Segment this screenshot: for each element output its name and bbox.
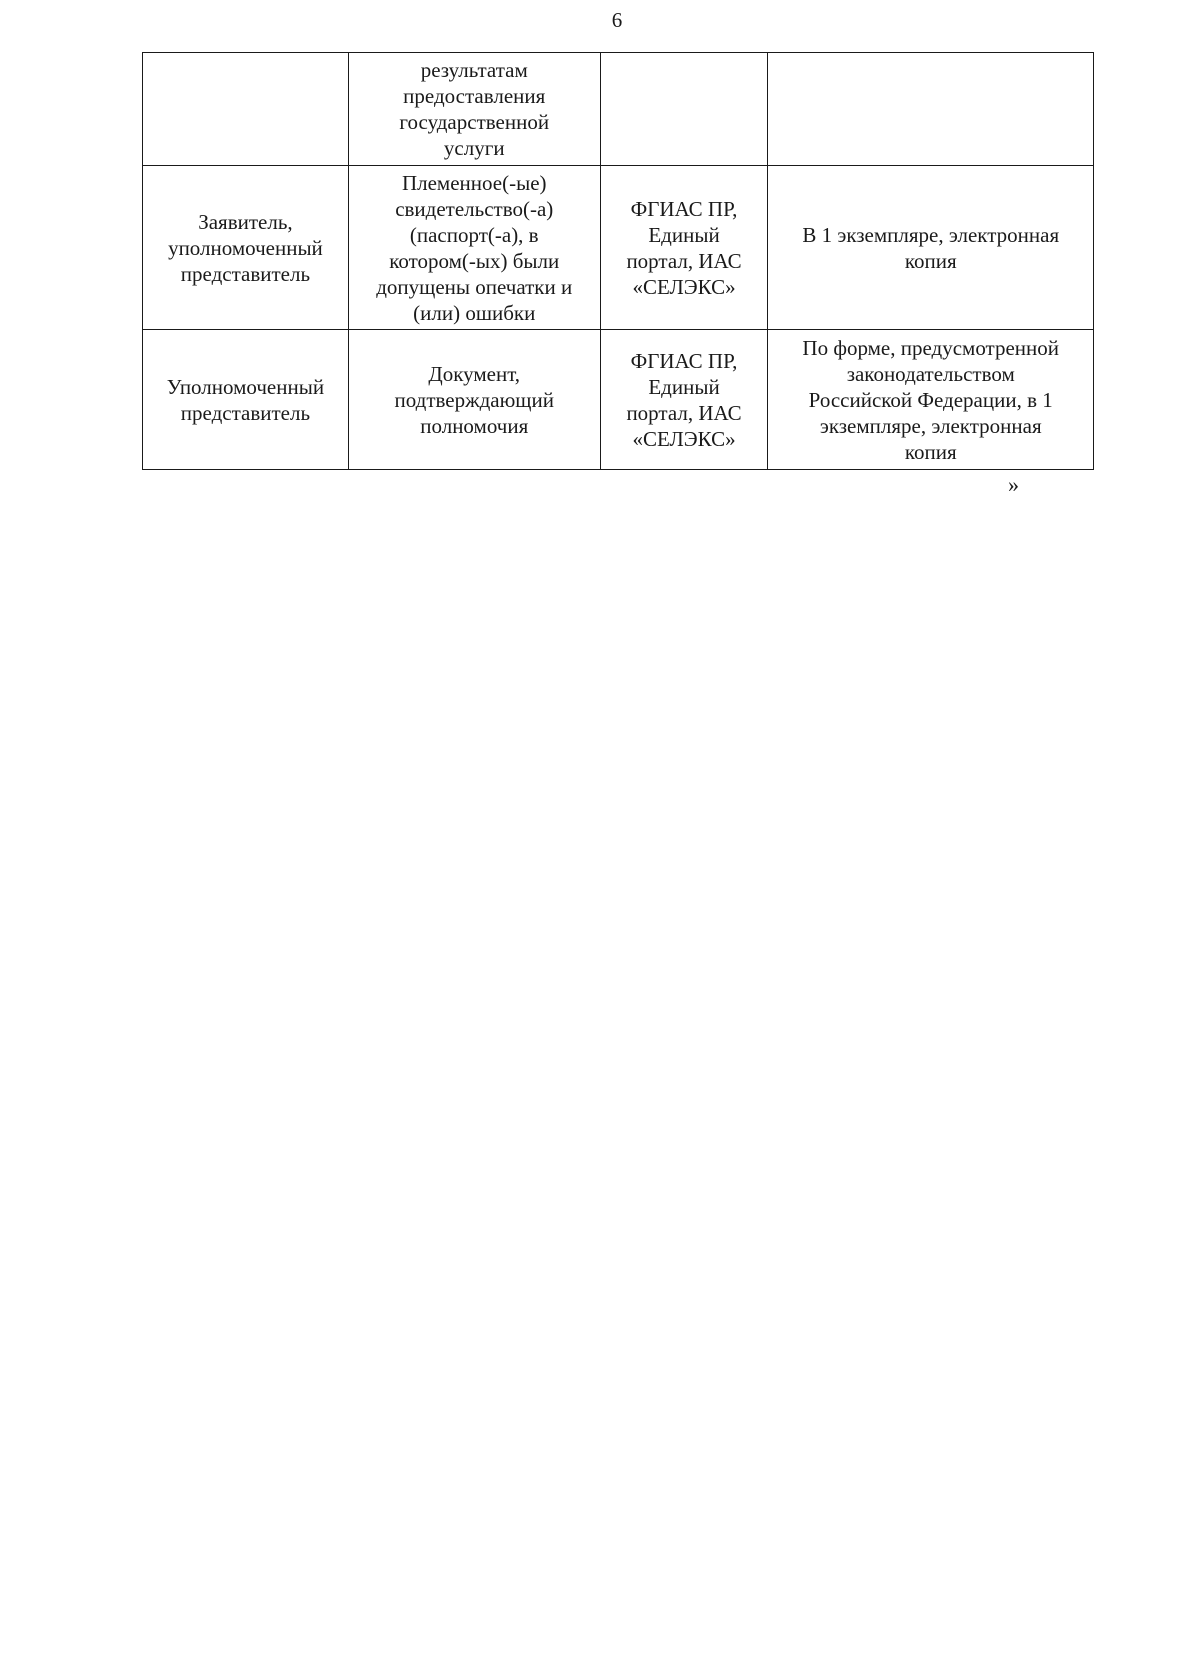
page-number: 6 — [611, 8, 623, 32]
table-row — [143, 166, 1094, 330]
table-cell-form: В 1 экземпляре, электронная копия — [768, 166, 1094, 330]
table-cell-applicant: Уполномоченный представитель — [143, 330, 349, 470]
table-row — [143, 53, 1094, 166]
closing-quote: » — [1008, 472, 1019, 497]
table-cell-applicant: Заявитель, уполномоченный представитель — [143, 166, 349, 330]
table-cell-form: По форме, предусмотренной законодательством Российской Федерации, в 1 экземпляре, электронная копия — [768, 330, 1094, 470]
documents-table — [142, 52, 1094, 470]
table-cell-document: Племенное(-ые) свидетельство(-а) (паспорт(-а), в котором(-ых) были допущены опечатки и (или) ошибки — [348, 166, 600, 330]
table-cell-system — [600, 53, 768, 166]
table-cell-form — [768, 53, 1094, 166]
table-cell-system: ФГИАС ПР, Единый портал, ИАС «СЕЛЭКС» — [600, 330, 768, 470]
table-cell-document: результатам предоставления государственной услуги — [348, 53, 600, 166]
table-cell-system: ФГИАС ПР, Единый портал, ИАС «СЕЛЭКС» — [600, 166, 768, 330]
table-row — [143, 330, 1094, 470]
table-cell-applicant — [143, 53, 349, 166]
table-cell-document: Документ, подтверждающий полномочия — [348, 330, 600, 470]
